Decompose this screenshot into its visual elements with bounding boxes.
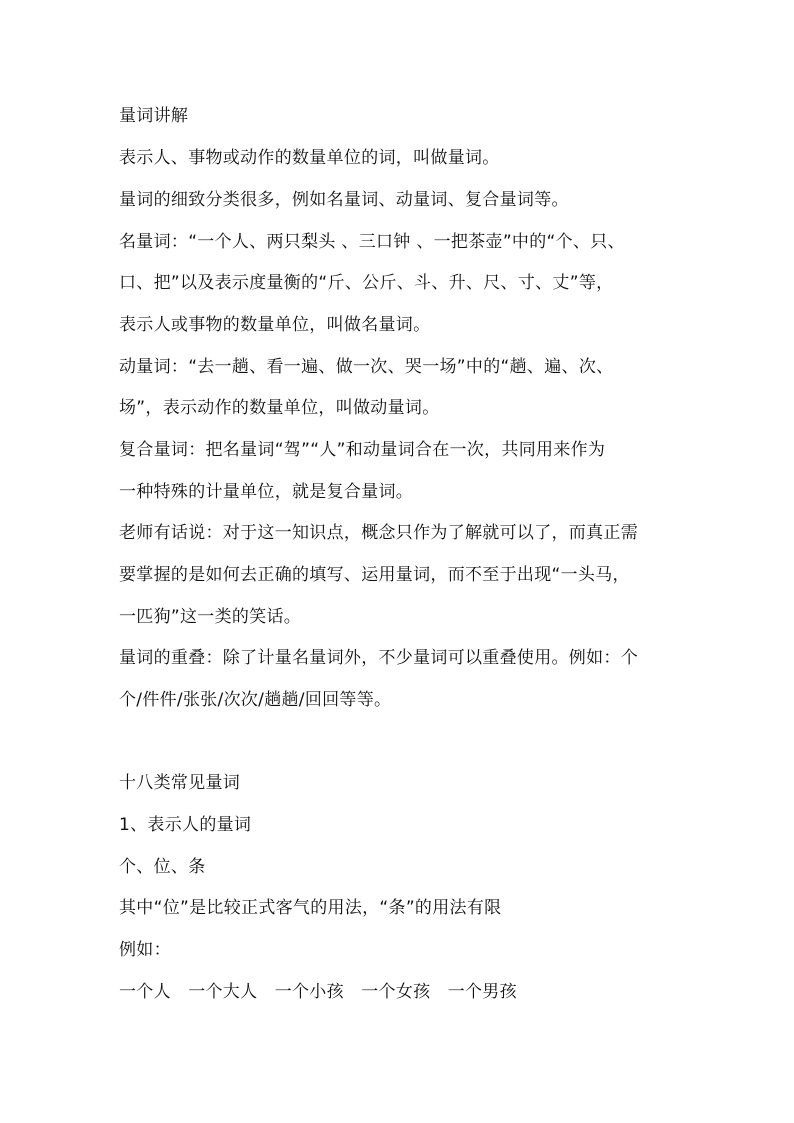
- section-line: 一个人 一个大人 一个小孩 一个女孩 一个男孩: [119, 982, 517, 1002]
- section-line: 1、表示人的量词: [119, 815, 252, 835]
- paragraph-line: 一匹狗”这一类的笑话。: [119, 607, 302, 627]
- paragraph-line: 个/件件/张张/次次/趟趟/回回等等。: [119, 690, 392, 710]
- paragraph-line: 表示人或事物的数量单位，叫做名量词。: [119, 315, 431, 335]
- paragraph-line: 要掌握的是如何去正确的填写、运用量词，而不至于出现“一头马，: [119, 565, 630, 585]
- paragraph-line: 名量词：“一个人、两只梨头 、三口钟 、一把茶壶”中的“个、只、: [119, 232, 625, 252]
- document-title: 量词讲解: [119, 106, 189, 126]
- paragraph-line: 场”，表示动作的数量单位，叫做动量词。: [119, 398, 440, 418]
- paragraph-line: 一种特殊的计量单位，就是复合量词。: [119, 482, 414, 502]
- section-line: 其中“位”是比较正式客气的用法，“条”的用法有限: [119, 898, 502, 918]
- section-title: 十八类常见量词: [119, 773, 241, 793]
- paragraph-line: 老师有话说：对于这一知识点，概念只作为了解就可以了，而真正需: [119, 523, 638, 543]
- section-line: 个、位、条: [119, 857, 206, 877]
- section-line: 例如：: [119, 940, 171, 960]
- paragraph-line: 动量词：“去一趟、看一遍、做一次、哭一场”中的“趟、遍、次、: [119, 357, 614, 377]
- paragraph-line: 口、把”以及表示度量衡的“斤、公斤、斗、升、尺、寸、丈”等，: [119, 273, 614, 293]
- paragraph-line: 量词的重叠：除了计量名量词外，不少量词可以重叠使用。例如：个: [119, 648, 638, 668]
- paragraph-line: 量词的细致分类很多，例如名量词、动量词、复合量词等。: [119, 190, 569, 210]
- paragraph-line: 复合量词：把名量词“驾”“人”和动量词合在一次，共同用来作为: [119, 440, 606, 460]
- paragraph-line: 表示人、事物或动作的数量单位的词，叫做量词。: [119, 148, 500, 168]
